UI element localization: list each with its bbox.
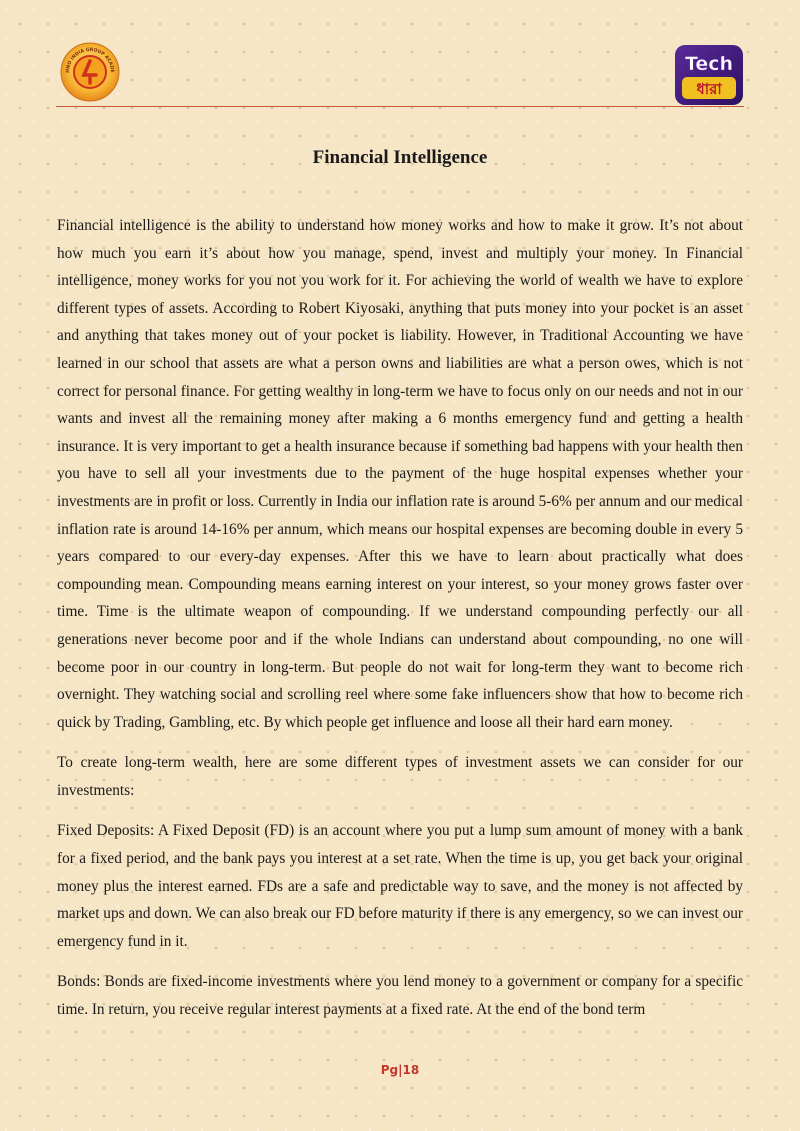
page-header [56,38,744,107]
article-body [57,212,743,1037]
tech-dhara-logo-icon [674,44,744,106]
svg-text:Tech: Tech [684,53,734,75]
paragraph-intro: Financial intelligence is the ability to understand how money works and how to make it grow. It’s not about how much you earn it’s about how you manage, spend, invest and multiply your money. In Financial intelligence, money works for you not you work for it. For achieving the world of wealth we have to explore different types of assets. According to Robert Kiyosaki, anything that puts money into your pocket is an asset and anything that takes money out of your pocket is liability. However, in Traditional Accounting we have learned in our school that assets are what a person owns and liabilities are what a person owes, which is not correct for personal finance. For getting wealthy in long-term we have to focus only on our needs and not in our wants and invest all the remaining money after making a 6 months emergency fund and getting a health insurance. It is very important to get a health insurance because if something bad happens with your health then you have to sell all your investments due to the payment of the huge hospital expenses whether your investments are in profit or loss. Currently in India our inflation rate is around 5-6% per annum and our medical inflation rate is around 14-16% per annum, which means our hospital expenses are becoming double in every 5 years compared to our every-day expenses. After this we have to learn about practically what does compounding mean. Compounding means earning interest on your interest, so your money grows faster over time. Time is the ultimate weapon of compounding. If we understand compounding perfectly our all generations never become poor and if the whole Indians can understand about compounding, no one will become poor in our country in long-term. But people do not wait for long-term they want to become rich overnight. They watching social and scrolling reel where some fake influencers show that how to become rich quick by Trading, Gambling, etc. By which people get influence and loose all their hard earn money. [57,217,743,731]
paragraph-investment-types: To create long-term wealth, here are some different types of investment assets we can consider for our investments: [57,754,743,799]
paragraph-bonds: Bonds: Bonds are fixed-income investments where you lend money to a government or company for a specific time. In return, you receive regular interest payments at a fixed rate. At the end of the bond term [57,973,743,1019]
page-number: Pg|18 [380,1063,420,1077]
paragraph-fixed-deposits: Fixed Deposits: A Fixed Deposit (FD) is an account where you put a lump sum amount of money with a bank for a fixed period, and the bank pays you interest at a set rate. When the time is up, you get back your original money plus the interest earned. FDs are a safe and predictable way to save, and the money is not affected by market ups and down. We can also break our FD before maturity if there is any emergency, so we can invest our emergency fund in it. [57,822,743,950]
techno-india-logo-icon [60,42,120,102]
svg-text:TECHNO INDIA GROUP ACADEMIA: HNO INDIA GROUP ACADE [65,47,115,73]
svg-text:ধারা: ধারা [696,80,722,98]
page-title: Financial Intelligence [312,147,488,168]
